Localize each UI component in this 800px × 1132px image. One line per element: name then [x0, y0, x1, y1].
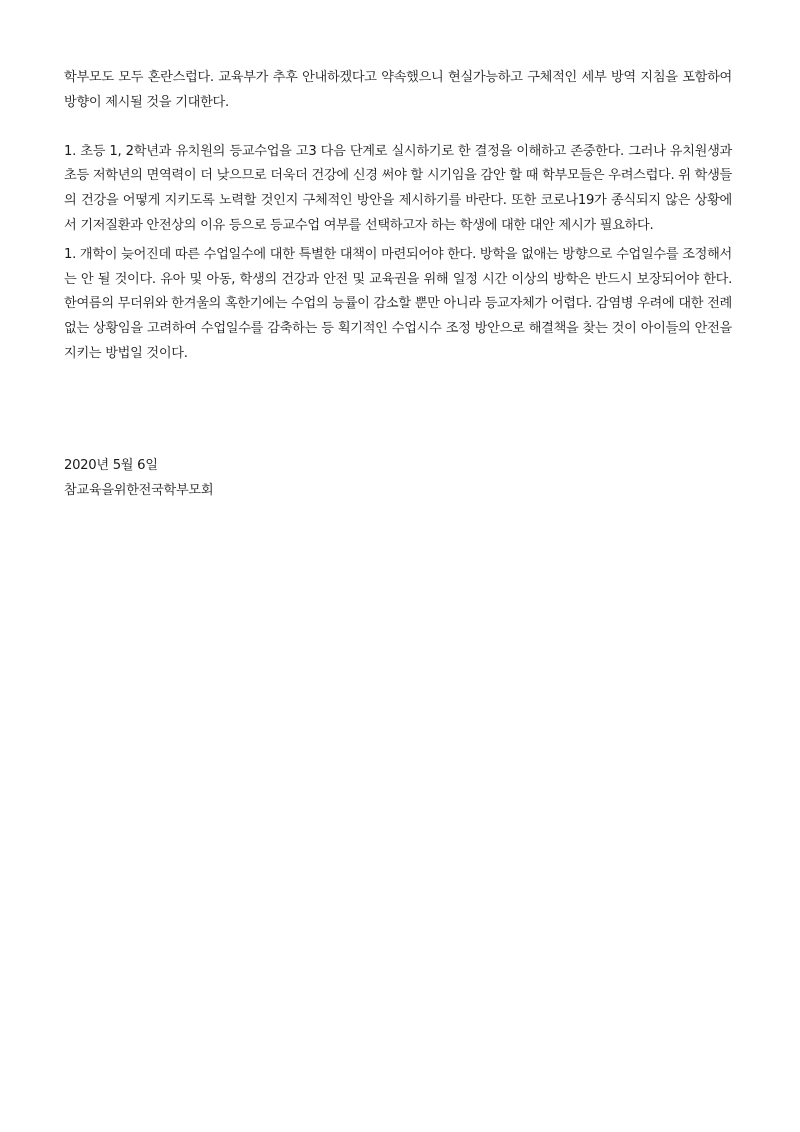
document-date: 2020년 5월 6일: [64, 458, 158, 473]
signature-block: [64, 454, 213, 504]
item-paragraph-kindergarten: 1. 초등 1, 2학년과 유치원의 등교수업을 고3 다음 단계로 실시하기로 한 결정을 이해하고 존중한다. 그러나 유치원생과 초등 저학년의 면역력이 더 낮으므로 더욱더 건강에 신경 써야 할 시기임을 감안 할 때 학부모들은 우려스럽다. 위 학생들의 건강을 어떻게 지키도록 노력할 것인지 구체적인 방안을 제시하기를 바란다. 또한 코로나19가 종식되지 않은 상황에서 기저질환과 안전상의 이유 등으로 등교수업 여부를 선택하고자 하는 학생에 대한 대안 제시가 필요하다.: [64, 143, 732, 233]
item-paragraph-school-days: 1. 개학이 늦어진데 따른 수업일수에 대한 특별한 대책이 마련되어야 한다. 방학을 없애는 방향으로 수업일수를 조정해서는 안 될 것이다. 유아 및 아동, 학생의 건강과 안전 및 교육권을 위해 일정 시간 이상의 방학은 반드시 보장되어야 한다. 한여름의 무더위와 한겨울의 혹한기에는 수업의 능률이 감소할 뿐만 아니라 등교자체가 어렵다. 감염병 우려에 대한 전례 없는 상황임을 고려하여 수업일수를 감축하는 등 획기적인 수업시수 조정 방안으로 해결책을 찾는 것이 아이들의 안전을 지키는 방법일 것이다.: [64, 246, 732, 361]
document-body: [64, 66, 732, 371]
organization-name: 참교육을위한전국학부모회: [64, 482, 214, 498]
intro-paragraph: 학부모도 모두 혼란스럽다. 교육부가 추후 안내하겠다고 약속했으니 현실가능하고 구체적인 세부 방역 지침을 포함하여 방향이 제시될 것을 기대한다.: [64, 70, 732, 110]
